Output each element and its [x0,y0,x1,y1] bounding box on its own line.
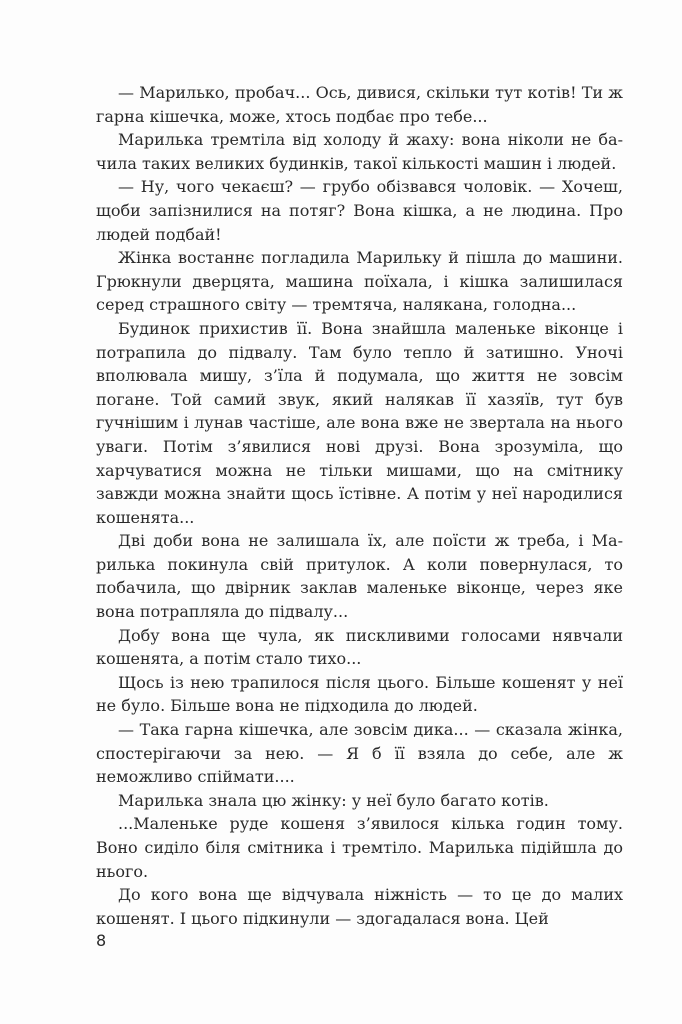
paragraph-10: Марилька знала цю жінку: у неї було багато котів. [118,790,549,810]
paragraph-8: Щось із нею трапилося після цього. Більше кошенят у неї не було. Більше вона не підходила до людей. [96,672,623,716]
paragraph-5: Будинок прихистив її. Вона знайшла маленьке віконце і потрапила до підвалу. Там було тепло й затишно. Уночі вполювала мишу, з’їла й подумала, що життя не зовсім погане. Той самий звук, який налякав її хазяїв, тут був гучнішим і лунав частіше, але вона вже не звертала на нього уваги. Потім з’явилися нові друзі. Вона зрозуміла, що харчуватися можна не тільки мишами, що на смітнику завжди можна знайти щось їстівне. А потім у неї народилися кошенята... [96,318,623,527]
paragraph-1: — Марилько, пробач... Ось, дивися, скільки тут котів! Ти ж гарна кішечка, може, хтось подбає про тебе... [96,83,623,126]
paragraph-11: ...Маленьке руде кошеня з’явилося кілька годин тому. Воно сиділо біля смітника і тремтіло. Марилька підійшла до нього. [96,814,623,881]
paragraph-6: Дві доби вона не залишала їх, але поїсти ж треба, і Марилька покинула свій притулок. А коли повернулася, то побачила, що двірник заклав маленьке віконце, через яке вона потрапляла до підвалу... [96,531,623,622]
page-number: 8 [96,931,107,950]
paragraph-7: Добу вона ще чула, як пискливими голосами нявчали кошенята, а потім стало тихо... [96,625,623,669]
paragraph-12: До кого вона ще відчувала ніжність — то це до малих кошенят. І цього підкинули — здогадалася вона. Цей [96,885,623,928]
paragraph-4: Жінка востаннє погладила Марильку й пішла до машини. Грюкнули дверцята, машина поїхала, і кішка залишилася серед страшного світу — тремтяча, налякана, голодна... [96,248,623,315]
paragraph-2: Марилька тремтіла від холоду й жаху: вона ніколи не бачила таких великих будинків, такої кількості машин і людей. [96,130,623,173]
paragraph-3: — Ну, чого чекаєш? — грубо обізвався чоловік. — Хочеш, щоби запізнилися на потяг? Вона кішка, а не людина. Про людей подбай! [96,177,623,244]
body-text [96,81,623,930]
paragraph-9: — Така гарна кішечка, але зовсім дика... — сказала жінка, спостерігаючи за нею. — Я б її взяла до себе, але ж неможливо спіймати.... [96,720,623,787]
